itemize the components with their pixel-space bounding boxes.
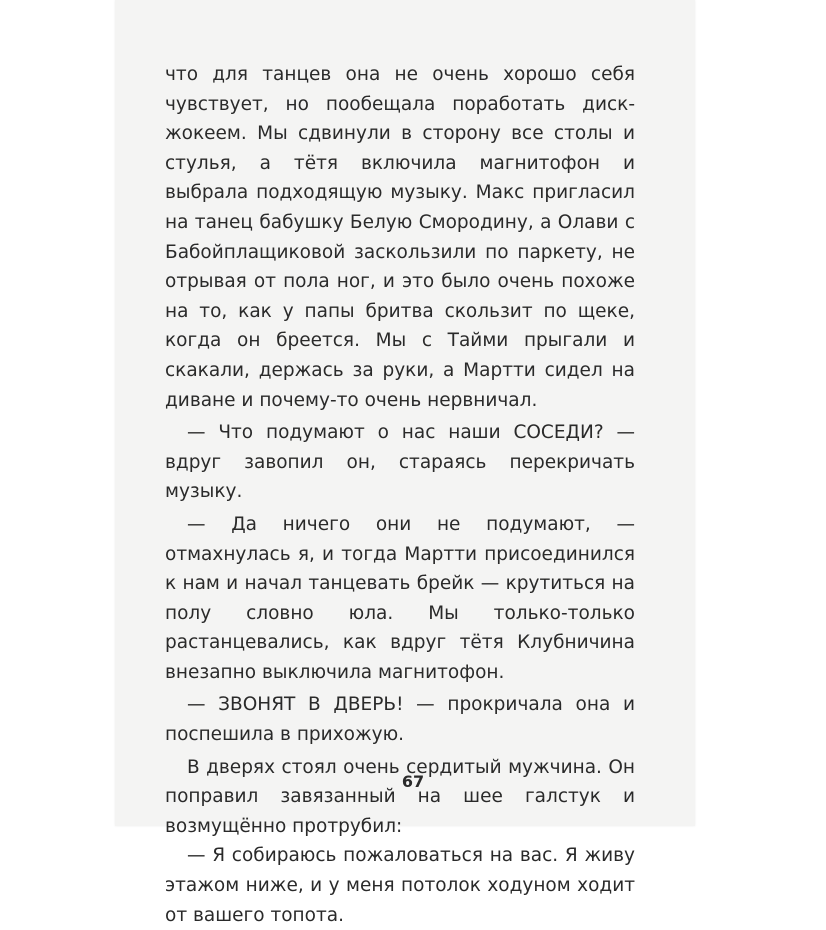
paragraph-2: — Что подумают о нас наши СОСЕДИ? — вдруг завопил он, стараясь перекричать музыку. xyxy=(165,422,635,503)
paragraph-3: — Да ничего они не подумают, — отмахнулась я, и тогда Мартти присоединился к нам и начал танцевать брейк — крутиться на полу словно юла. Мы только-только растанцевались, как вдруг тётя Клубничина внезапно выключила магнитофон. xyxy=(165,513,635,683)
page-number: 67 xyxy=(401,772,425,791)
paragraph-6: — Я собираюсь пожаловаться на вас. Я живу этажом ниже, и у меня потолок ходуном ходит от вашего топота. xyxy=(165,845,635,926)
paragraph-4: — ЗВОНЯТ В ДВЕРЬ! — прокричала она и поспешила в прихожую. xyxy=(165,694,635,746)
paragraph-1: что для танцев она не очень хорошо себя чувствует, но пообещала поработать диск-жокеем. Мы сдвинули в сторону все столы и стулья, а тётя включила магнитофон и выбрала подходящую музыку. Макс пригласил на танец бабушку Белую Смородину, а Олави с Бабойплащиковой заскользили по паркету, не отрывая от пола ног, и это было очень похоже на то, как у папы бритва скользит по щеке, когда он бреется. Мы с Тайми прыгали и скакали, держась за руки, а Мартти сидел на диване и почему-то очень нервничал. xyxy=(165,64,635,411)
paragraph-5: В дверях стоял очень сердитый мужчина. Он поправил завязанный на шее галстук и возмущённо протрубил: xyxy=(165,756,635,837)
body-text xyxy=(165,60,635,930)
